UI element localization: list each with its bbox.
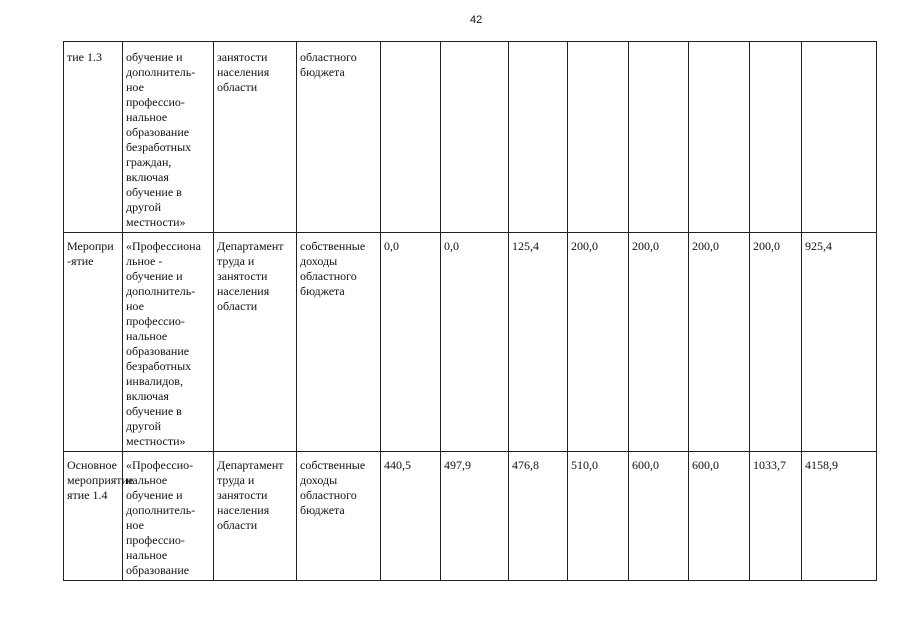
value-cell — [750, 42, 802, 233]
value-cell: 0,0 — [381, 233, 441, 452]
budget-table — [63, 41, 877, 581]
value-cell — [629, 42, 689, 233]
value-cell: 600,0 — [689, 452, 750, 581]
executor-cell: Департамент труда и занятости населения области — [214, 233, 297, 452]
funding-source-cell: областного бюджета — [297, 42, 381, 233]
table-row — [64, 452, 877, 581]
table-row — [64, 233, 877, 452]
executor-cell: Департамент труда и занятости населения области — [214, 452, 297, 581]
value-cell: 200,0 — [689, 233, 750, 452]
value-cell — [509, 42, 568, 233]
value-cell: 125,4 — [509, 233, 568, 452]
page-number: 42 — [470, 14, 483, 26]
value-cell: 1033,7 — [750, 452, 802, 581]
value-cell: 600,0 — [629, 452, 689, 581]
value-cell: 200,0 — [629, 233, 689, 452]
funding-source-cell: собственные доходы областного бюджета — [297, 452, 381, 581]
measure-title-cell: «Профессиона льное - обучение и дополнитель- ное профессио- нальное образование безработных инвалидов, включая обучение в другой местности» — [123, 233, 214, 452]
value-cell — [689, 42, 750, 233]
value-cell: 497,9 — [441, 452, 509, 581]
measure-code-cell: тие 1.3 — [64, 42, 123, 233]
funding-source-cell: собственные доходы областного бюджета — [297, 233, 381, 452]
value-cell: 200,0 — [750, 233, 802, 452]
total-cell: 925,4 — [802, 233, 877, 452]
executor-cell: занятости населения области — [214, 42, 297, 233]
total-cell: 4158,9 — [802, 452, 877, 581]
measure-code-cell: Основное мероприятие ятие 1.4 — [64, 452, 123, 581]
table-row — [64, 42, 877, 233]
value-cell: 510,0 — [568, 452, 629, 581]
total-cell — [802, 42, 877, 233]
value-cell: 200,0 — [568, 233, 629, 452]
value-cell — [568, 42, 629, 233]
value-cell: 440,5 — [381, 452, 441, 581]
value-cell — [441, 42, 509, 233]
measure-title-cell: обучение и дополнитель- ное профессио- нальное образование безработных граждан, включая обучение в другой местности» — [123, 42, 214, 233]
measure-title-cell: «Профессио- нальное обучение и дополнитель- ное профессио- нальное образование — [123, 452, 214, 581]
value-cell — [381, 42, 441, 233]
measure-code-cell: Меропри -ятие — [64, 233, 123, 452]
value-cell: 0,0 — [441, 233, 509, 452]
value-cell: 476,8 — [509, 452, 568, 581]
